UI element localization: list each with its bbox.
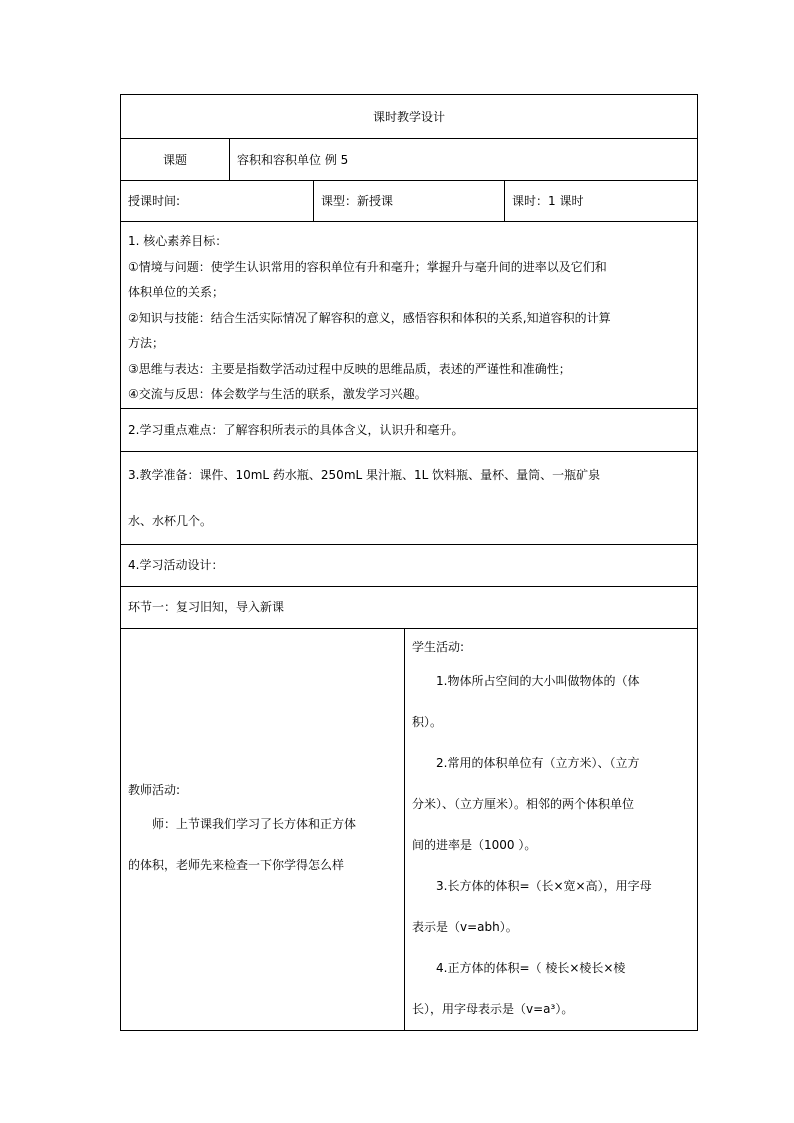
section-1-cell: 环节一：复习旧知，导入新课 (121, 586, 698, 628)
answer-3-line-1: 3.长方体的体积=（长×宽×高），用字母 (436, 878, 652, 893)
activity-design-cell: 4.学习活动设计： (121, 544, 698, 586)
student-activity-text (412, 661, 697, 1030)
teacher-activity-text (128, 804, 404, 886)
teaching-prep-cell (121, 451, 698, 544)
teaching-time-cell: 授课时间: (121, 181, 314, 222)
goal-4: ④交流与反思：体会数学与生活的联系，激发学习兴趣。 (128, 387, 427, 401)
table-title: 课时教学设计 (121, 95, 698, 139)
answer-3-line-2: 表示是（v=abh）。 (412, 919, 518, 934)
goal-1-line-2: 体积单位的关系； (128, 285, 225, 299)
core-goals-cell (121, 222, 698, 409)
goal-2-line-1: ②知识与技能：结合生活实际情况了解容积的意义，感悟容积和体积的关系,知道容积的计算 (128, 310, 611, 325)
lesson-plan-table (120, 94, 698, 1031)
teacher-text-line-1: 师：上节课我们学习了长方体和正方体 (152, 817, 357, 831)
topic-label: 课题 (121, 139, 230, 181)
prep-line-1: 3.教学准备：课件、10mL 药水瓶、250mL 果汁瓶、1L 饮料瓶、量杯、量筒、一瓶矿泉 (128, 467, 601, 482)
lesson-type-cell: 课型：新授课 (314, 181, 505, 222)
goals-heading: 1. 核心素养目标： (128, 234, 228, 248)
answer-2-line-2: 分米）、（立方厘米）。相邻的两个体积单位 (412, 796, 635, 811)
answer-2-line-1: 2.常用的体积单位有（立方米）、（立方 (436, 755, 640, 770)
answer-4-line-1: 4.正方体的体积=（ 棱长×棱长×棱 (436, 960, 626, 975)
student-activity-heading: 学生活动: (412, 639, 465, 654)
answer-1-line-1: 1.物体所占空间的大小叫做物体的（体 (436, 673, 640, 688)
prep-line-2: 水、水杯几个。 (128, 513, 213, 528)
answer-2-line-3: 间的进率是（1000 ）。 (412, 837, 537, 852)
goal-3: ③思维与表达：主要是指数学活动过程中反映的思维品质，表述的严谨性和准确性； (128, 361, 571, 376)
goal-2-line-2: 方法； (128, 336, 165, 350)
class-hours-cell: 课时：1 课时 (505, 181, 698, 222)
teacher-activity-cell (121, 628, 405, 1030)
key-points-cell: 2.学习重点难点：了解容积所表示的具体含义，认识升和毫升。 (121, 408, 698, 451)
answer-1-line-2: 积）。 (412, 714, 443, 729)
student-activity-cell (405, 628, 698, 1030)
goal-1-line-1: ①情境与问题：使学生认识常用的容积单位有升和毫升；掌握升与毫升间的进率以及它们和 (128, 259, 607, 274)
answer-4-line-2: 长），用字母表示是（v=a³）。 (412, 1001, 574, 1016)
teacher-activity-heading: 教师活动: (128, 783, 181, 797)
topic-value: 容积和容积单位 例 5 (230, 139, 698, 181)
teacher-text-line-2: 的体积，老师先来检查一下你学得怎么样 (128, 858, 345, 872)
